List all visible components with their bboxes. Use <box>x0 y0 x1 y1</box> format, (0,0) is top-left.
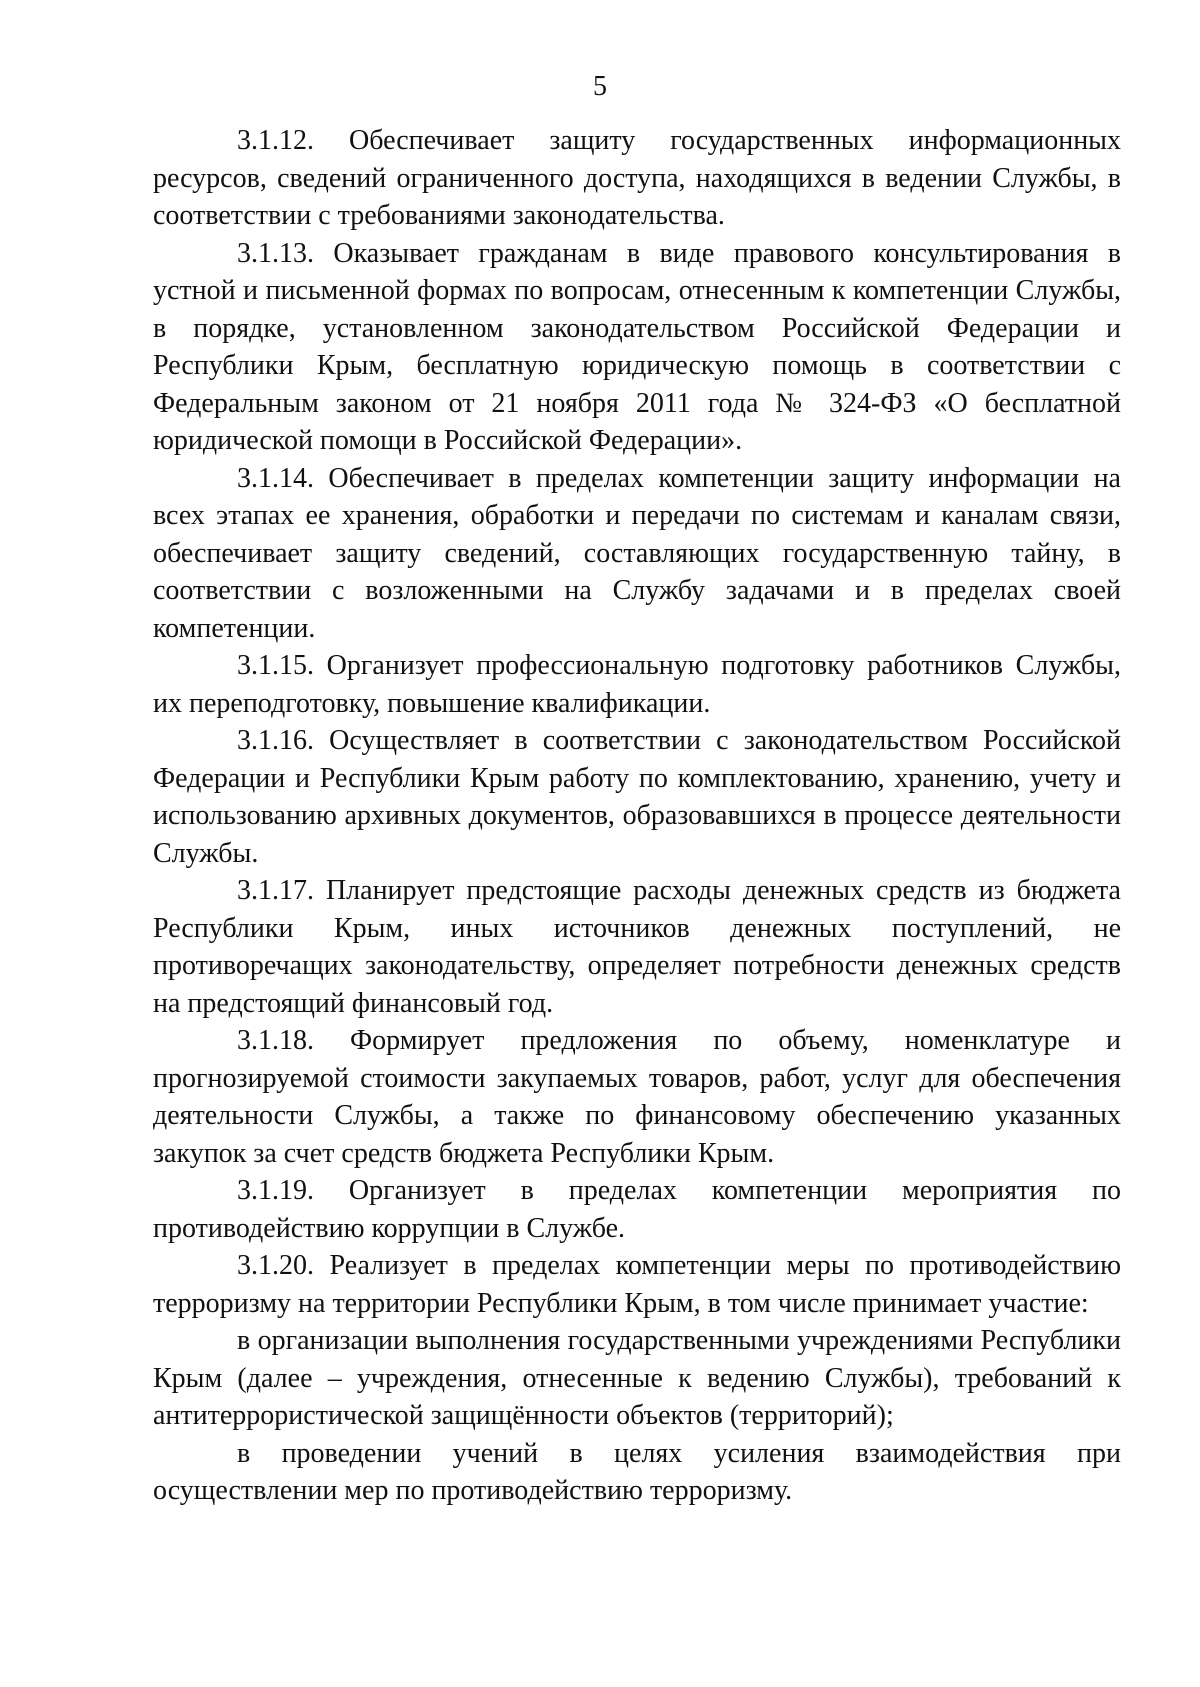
paragraph-3-1-20-item-2: в проведении учений в целях усиления взаимодействия при осуществлении мер по противодействию терроризму. <box>153 1437 1121 1506</box>
paragraph-3-1-17: 3.1.17. Планирует предстоящие расходы денежных средств из бюджета Республики Крым, иных источников денежных поступлений, не противоречащих законодательству, определяет потребности денежных средств на предстоящий финансовый год. <box>153 875 1121 1019</box>
paragraph-3-1-18: 3.1.18. Формирует предложения по объему, номенклатуре и прогнозируемой стоимости закупаемых товаров, работ, услуг для обеспечения деятельности Службы, а также по финансовому обеспечению указанных закупок за счет средств бюджета Республики Крым. <box>153 1025 1121 1169</box>
page-number: 5 <box>593 71 607 102</box>
paragraph-3-1-12: 3.1.12. Обеспечивает защиту государственных информационных ресурсов, сведений ограниченного доступа, находящихся в ведении Службы, в соответствии с требованиями законодательства. <box>153 125 1121 231</box>
paragraph-3-1-14: 3.1.14. Обеспечивает в пределах компетенции защиту информации на всех этапах ее хранения, обработки и передачи по системам и каналам связи, обеспечивает защиту сведений, составляющих государственную тайну, в соответствии с возложенными на Службу задачами и в пределах своей компетенции. <box>153 462 1121 644</box>
paragraph-3-1-15: 3.1.15. Организует профессиональную подготовку работников Службы, их переподготовку, повышение квалификации. <box>153 650 1121 719</box>
document-body <box>153 122 1121 1510</box>
paragraph-3-1-16: 3.1.16. Осуществляет в соответствии с законодательством Российской Федерации и Республики Крым работу по комплектованию, хранению, учету и использованию архивных документов, образовавшихся в процессе деятельности Службы. <box>153 725 1121 869</box>
paragraph-3-1-20-item-1: в организации выполнения государственными учреждениями Республики Крым (далее – учреждения, отнесенные к ведению Службы), требований к антитеррористической защищённости объектов (территорий); <box>153 1325 1121 1431</box>
paragraph-3-1-20: 3.1.20. Реализует в пределах компетенции меры по противодействию терроризму на территории Республики Крым, в том числе принимает участие: <box>153 1250 1121 1319</box>
paragraph-3-1-13: 3.1.13. Оказывает гражданам в виде правового консультирования в устной и письменной формах по вопросам, отнесенным к компетенции Службы, в порядке, установленном законодательством Российской Федерации и Республики Крым, бесплатную юридическую помощь в соответствии с Федеральным законом от 21 ноября 2011 года № 324-ФЗ «О бесплатной юридической помощи в Российской Федерации». <box>153 237 1121 456</box>
paragraph-3-1-19: 3.1.19. Организует в пределах компетенции мероприятия по противодействию коррупции в Службе. <box>153 1175 1121 1244</box>
